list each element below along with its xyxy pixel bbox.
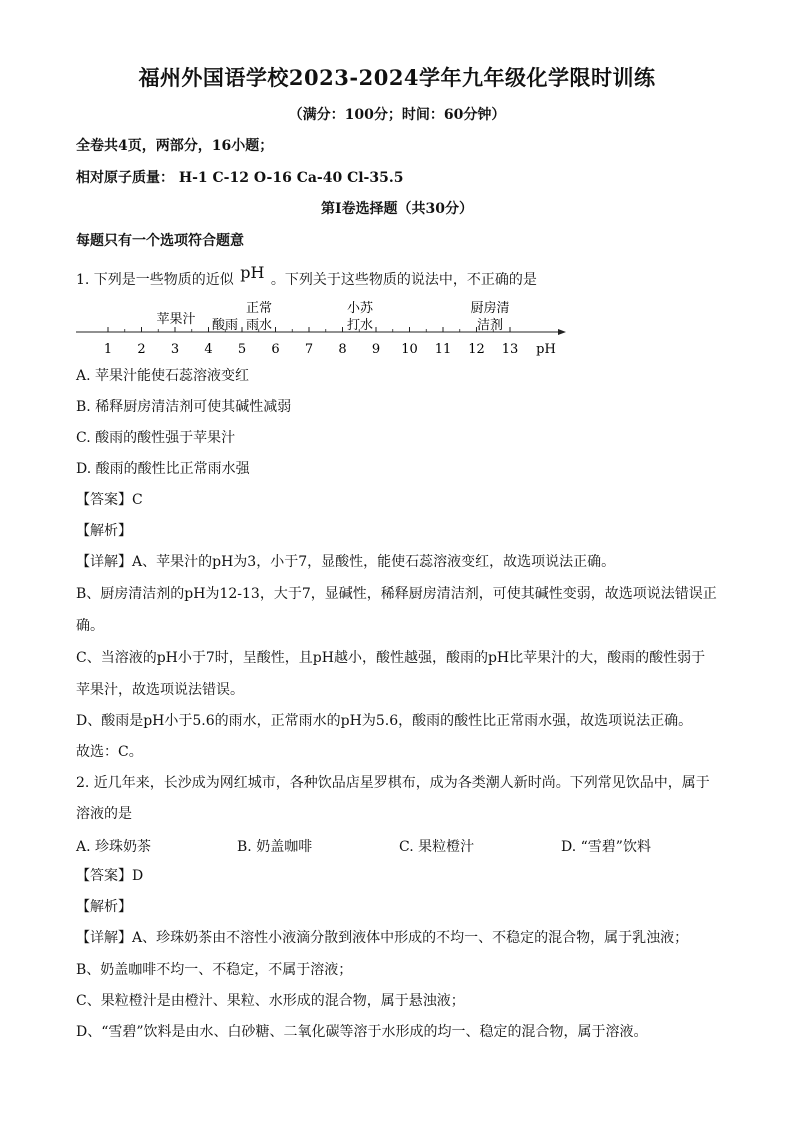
- q2-option-a: A. 珍珠奶茶: [76, 839, 152, 855]
- label-cleaner-1: 厨房清: [470, 301, 510, 316]
- label-normal-rain-1: 正常: [245, 301, 273, 316]
- q1-detail-line: D、酸雨是pH小于5.6的雨水，正常雨水的pH为5.6，酸雨的酸性比正常雨水强，故选项说法正确。: [76, 713, 693, 729]
- ph-scale-figure: [76, 292, 566, 362]
- q1-detail-line: 【详解】A、苹果汁的pH为3，小于7，显酸性，能使石蕊溶液变红，故选项说法正确。: [76, 554, 616, 570]
- q1-stem-post: 。下列关于这些物质的说法中，不正确的是: [270, 272, 537, 288]
- q1-option-c: C. 酸雨的酸性强于苹果汁: [76, 430, 236, 446]
- ph-tick-label: 7: [304, 342, 314, 357]
- ph-tick-label: 11: [434, 342, 452, 357]
- q2-stem-line2: 溶液的是: [76, 806, 132, 822]
- q1-detail-line: 故选：C。: [76, 744, 143, 760]
- page-subtitle: （满分：100分；时间：60分钟）: [288, 107, 506, 123]
- intro-atomic-mass: 相对原子质量： H-1 C-12 O-16 Ca-40 Cl-35.5: [76, 170, 404, 186]
- q2-option-b: B. 奶盖咖啡: [237, 839, 313, 855]
- section-instruction: 每题只有一个选项符合题意: [76, 233, 244, 249]
- ph-tick-label: 12: [468, 342, 485, 357]
- q1-option-a: A. 苹果汁能使石蕊溶液变红: [76, 368, 250, 384]
- q2-option-c: C. 果粒橙汁: [399, 839, 475, 855]
- q1-analysis-heading: 【解析】: [76, 523, 132, 539]
- intro-structure: 全卷共4页，两部分，16小题；: [76, 138, 274, 154]
- ph-tick-label: 3: [170, 342, 180, 357]
- q2-stem-line1: 2. 近几年来，长沙成为网红城市，各种饮品店星罗棋布，成为各类潮人新时尚。下列常见饮品中，属于: [76, 775, 710, 791]
- q1-stem-ph: pH: [240, 263, 265, 282]
- ph-tick-label: 4: [204, 342, 213, 357]
- q1-answer: 【答案】C: [76, 492, 143, 508]
- ph-tick-label: 5: [237, 342, 247, 357]
- section-heading: 第Ⅰ卷选择题（共30分）: [320, 201, 474, 217]
- ph-tick-label: 6: [271, 342, 280, 357]
- q2-detail-line: B、奶盖咖啡不均一、不稳定，不属于溶液；: [76, 962, 353, 978]
- page-title: 福州外国语学校2023-2024学年九年级化学限时训练: [138, 65, 656, 90]
- q2-answer: 【答案】D: [76, 868, 144, 884]
- q2-detail-line: D、“雪碧”饮料是由水、白砂糖、二氧化碳等溶于水形成的均一、稳定的混合物，属于溶液。: [76, 1024, 648, 1040]
- label-normal-rain-2: 雨水: [245, 318, 273, 333]
- q2-detail-line: 【详解】A、珍珠奶茶由不溶性小液滴分散到液体中形成的不均一、不稳定的混合物，属于乳浊液；: [76, 930, 689, 946]
- q1-detail-line: C、当溶液的pH小于7时，呈酸性，且pH越小，酸性越强，酸雨的pH比苹果汁的大，酸雨的酸性弱于: [76, 650, 706, 666]
- ph-axis-label: pH: [536, 342, 556, 357]
- q1-detail-line: 确。: [76, 618, 104, 634]
- label-soda-2: 打水: [346, 318, 374, 333]
- q1-stem: [76, 263, 726, 290]
- label-acid-rain: 酸雨: [211, 318, 239, 333]
- ph-ticks: [108, 327, 510, 332]
- ph-scale-svg: [76, 292, 566, 362]
- q1-option-d: D. 酸雨的酸性比正常雨水强: [76, 461, 250, 477]
- ph-tick-labels: [104, 342, 518, 357]
- q2-option-d: D. “雪碧”饮料: [561, 839, 651, 855]
- q1-detail-line: 苹果汁，故选项说法错误。: [76, 682, 244, 698]
- label-cleaner-2: 洁剂: [476, 318, 504, 333]
- q1-stem-pre: 1. 下列是一些物质的近似: [76, 272, 234, 288]
- q2-analysis-heading: 【解析】: [76, 899, 132, 915]
- label-apple-juice: 苹果汁: [156, 312, 196, 327]
- q1-option-b: B. 稀释厨房清洁剂可使其碱性减弱: [76, 399, 292, 415]
- ph-tick-label: 13: [501, 342, 519, 357]
- ph-tick-label: 8: [338, 342, 347, 357]
- ph-tick-label: 10: [401, 342, 418, 357]
- ph-axis-arrow: [558, 329, 566, 335]
- ph-tick-label: 1: [103, 342, 113, 357]
- label-soda-1: 小苏: [346, 301, 374, 316]
- q2-detail-line: C、果粒橙汁是由橙汁、果粒、水形成的混合物，属于悬浊液；: [76, 993, 465, 1009]
- ph-tick-label: 2: [137, 342, 146, 357]
- q1-detail-line: B、厨房清洁剂的pH为12-13，大于7，显碱性，稀释厨房清洁剂，可使其碱性变弱，故选项说法错误正: [76, 586, 717, 602]
- ph-tick-label: 9: [371, 342, 381, 357]
